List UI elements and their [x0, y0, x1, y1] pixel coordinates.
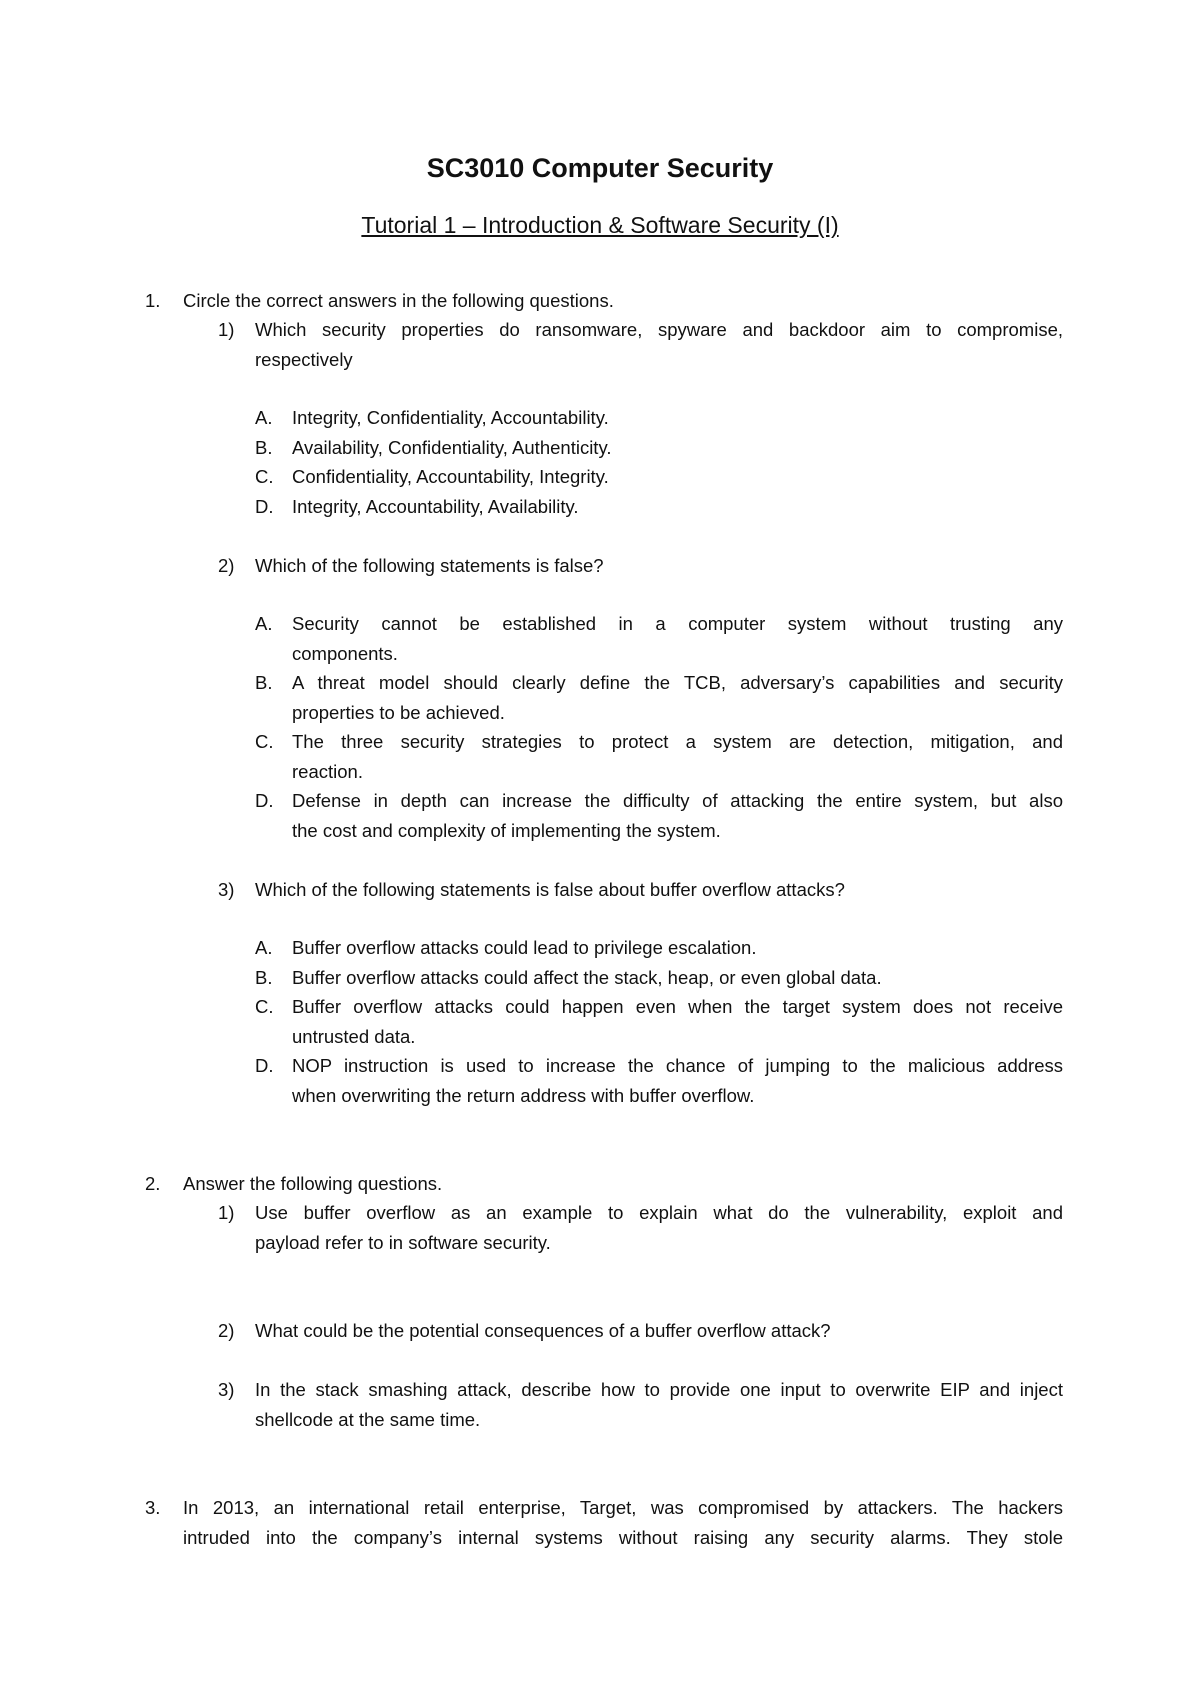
- q1-sub1-option-a-letter: A.: [255, 407, 273, 428]
- q1-sub2-option-a-letter: A.: [255, 613, 273, 634]
- q1-sub1-option-c-text: Confidentiality, Accountability, Integrity.: [292, 466, 609, 487]
- question-3-number: 3.: [145, 1497, 161, 1518]
- question-2-text: Answer the following questions.: [183, 1173, 443, 1194]
- document-subtitle: [0, 211, 1200, 239]
- q1-sub3-option-a-letter: A.: [255, 937, 273, 958]
- q1-sub1-option-b-text: Availability, Confidentiality, Authenticity.: [292, 437, 612, 458]
- q1-sub3-option-c-line1: Buffer overflow attacks could happen even when the target system does not receive: [292, 996, 1063, 1017]
- q1-sub3-option-d-letter: D.: [255, 1055, 274, 1076]
- q2-item1-line2: payload refer to in software security.: [255, 1232, 551, 1253]
- question-1-text: Circle the correct answers in the following questions.: [183, 290, 614, 311]
- q1-sub1-number: 1): [218, 319, 235, 340]
- q2-item1-line1: Use buffer overflow as an example to explain what do the vulnerability, exploit and: [255, 1202, 1063, 1223]
- q1-sub2-number: 2): [218, 555, 235, 576]
- question-3-line1: In 2013, an international retail enterprise, Target, was compromised by attackers. The hackers: [183, 1497, 1063, 1518]
- q1-sub2-option-c-line2: reaction.: [292, 761, 363, 782]
- subtitle-text: Tutorial 1 – Introduction & Software Security (I): [361, 212, 839, 238]
- q1-sub2-option-b-line2: properties to be achieved.: [292, 702, 505, 723]
- question-2-number: 2.: [145, 1173, 161, 1194]
- q1-sub3-option-a-line1: Buffer overflow attacks could lead to privilege escalation.: [292, 937, 757, 958]
- q1-sub2-option-c-letter: C.: [255, 731, 274, 752]
- q1-sub2-option-a-line1: Security cannot be established in a computer system without trusting any: [292, 613, 1063, 634]
- document-title: SC3010 Computer Security: [426, 153, 774, 183]
- q1-sub1-option-a-text: Integrity, Confidentiality, Accountability.: [292, 407, 609, 428]
- q1-sub3-option-d-line2: when overwriting the return address with buffer overflow.: [292, 1085, 755, 1106]
- question-1-number: 1.: [145, 290, 161, 311]
- q1-sub1-option-d-letter: D.: [255, 496, 274, 517]
- q1-sub1-option-c-letter: C.: [255, 466, 274, 487]
- q1-sub2-option-b-line1: A threat model should clearly define the TCB, adversary’s capabilities and security: [292, 672, 1063, 693]
- q1-sub3-option-b-letter: B.: [255, 967, 273, 988]
- q2-item2-line1: What could be the potential consequences of a buffer overflow attack?: [255, 1320, 831, 1341]
- q1-sub3-option-d-line1: NOP instruction is used to increase the chance of jumping to the malicious address: [292, 1055, 1063, 1076]
- q2-item2-number: 2): [218, 1320, 235, 1341]
- q1-sub2-option-d-line1: Defense in depth can increase the difficulty of attacking the entire system, but also: [292, 790, 1063, 811]
- q1-sub2-option-a-line2: components.: [292, 643, 398, 664]
- q2-item3-line2: shellcode at the same time.: [255, 1409, 481, 1430]
- q1-sub2-option-d-letter: D.: [255, 790, 274, 811]
- q1-sub1-line1: Which security properties do ransomware, spyware and backdoor aim to compromise,: [255, 319, 1063, 340]
- q1-sub3-option-c-line2: untrusted data.: [292, 1026, 416, 1047]
- q1-sub3-option-c-letter: C.: [255, 996, 274, 1017]
- q1-sub3-option-b-line1: Buffer overflow attacks could affect the stack, heap, or even global data.: [292, 967, 882, 988]
- q1-sub1-option-d-text: Integrity, Accountability, Availability.: [292, 496, 579, 517]
- q2-item1-number: 1): [218, 1202, 235, 1223]
- q1-sub3-text: Which of the following statements is false about buffer overflow attacks?: [255, 879, 845, 900]
- q2-item3-line1: In the stack smashing attack, describe how to provide one input to overwrite EIP and inject: [255, 1379, 1063, 1400]
- q1-sub2-option-b-letter: B.: [255, 672, 273, 693]
- q2-item3-number: 3): [218, 1379, 235, 1400]
- q1-sub1-option-b-letter: B.: [255, 437, 273, 458]
- q1-sub2-text: Which of the following statements is false?: [255, 555, 604, 576]
- q1-sub2-option-d-line2: the cost and complexity of implementing the system.: [292, 820, 721, 841]
- q1-sub1-line2: respectively: [255, 349, 353, 370]
- question-3-line2: intruded into the company’s internal systems without raising any security alarms. They stole: [183, 1527, 1063, 1548]
- q1-sub2-option-c-line1: The three security strategies to protect a system are detection, mitigation, and: [292, 731, 1063, 752]
- q1-sub3-number: 3): [218, 879, 235, 900]
